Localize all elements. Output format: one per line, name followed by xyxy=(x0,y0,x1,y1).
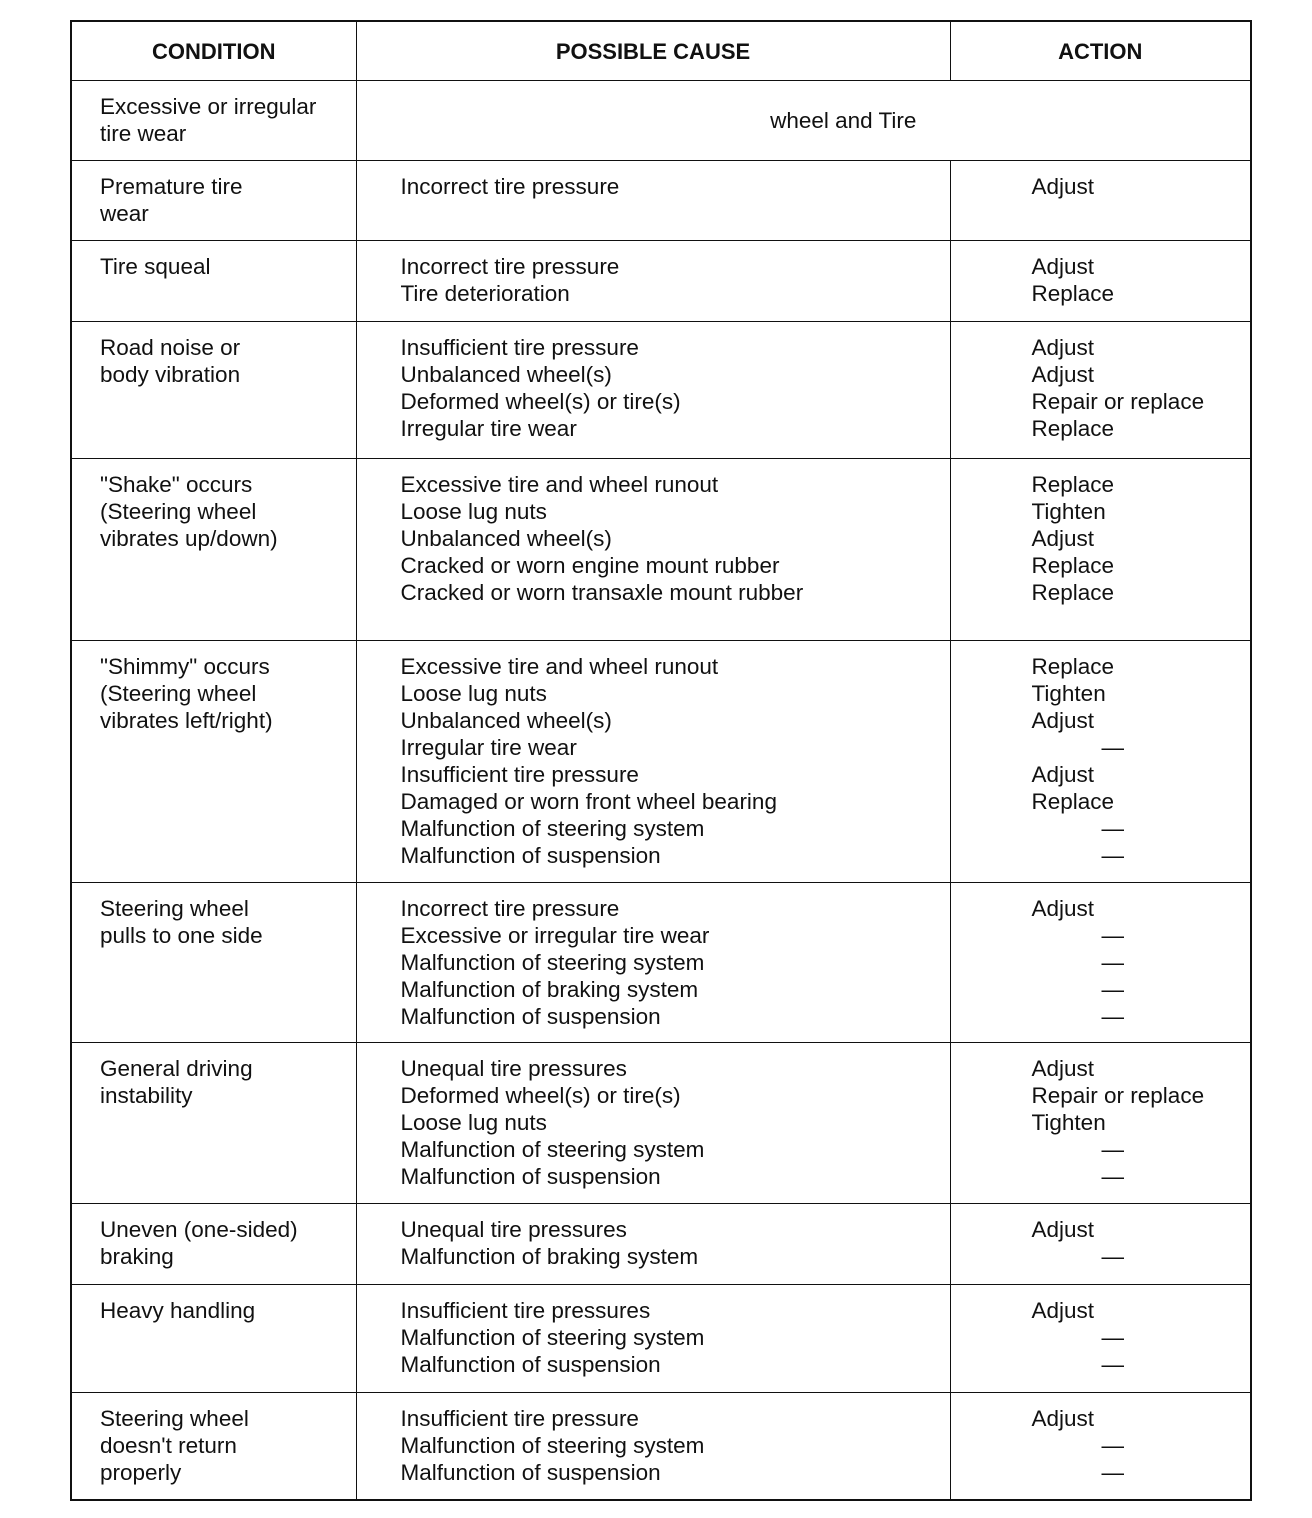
cause-line: Incorrect tire pressure xyxy=(400,896,620,921)
action-line: Replace xyxy=(1031,654,1115,679)
action-line: Adjust xyxy=(1031,1298,1095,1323)
cause-cell xyxy=(356,459,950,641)
action-line: Tighten xyxy=(1031,1110,1106,1135)
cause-cell xyxy=(356,641,950,883)
action-line: Replace xyxy=(1031,580,1115,605)
action-cell xyxy=(950,322,1251,459)
condition-line: doesn't return xyxy=(100,1433,237,1458)
action-line: Adjust xyxy=(1031,362,1095,387)
cause-line: Tire deterioration xyxy=(400,281,570,306)
condition-line: vibrates up/down) xyxy=(100,526,278,551)
action-line: — xyxy=(1101,923,1124,948)
header-row xyxy=(71,21,1251,81)
action-line: Adjust xyxy=(1031,896,1095,921)
condition-line: "Shimmy" occurs xyxy=(100,654,270,679)
cause-line: Insufficient tire pressure xyxy=(400,762,639,787)
condition-cell xyxy=(71,322,356,459)
cause-line: Deformed wheel(s) or tire(s) xyxy=(400,1083,681,1108)
action-line: — xyxy=(1101,950,1124,975)
cause-line: Loose lug nuts xyxy=(400,1110,547,1135)
cause-line: Irregular tire wear xyxy=(400,735,577,760)
cause-line: Unbalanced wheel(s) xyxy=(400,708,612,733)
action-cell xyxy=(950,1204,1251,1285)
condition-line: Tire squeal xyxy=(100,254,211,279)
action-cell xyxy=(950,1043,1251,1204)
condition-line: Steering wheel xyxy=(100,1406,249,1431)
action-line: Replace xyxy=(1031,416,1115,441)
cause-line: Cracked or worn transaxle mount rubber xyxy=(400,580,804,605)
condition-line: Heavy handling xyxy=(100,1298,256,1323)
condition-line: braking xyxy=(100,1244,174,1269)
condition-cell xyxy=(71,81,356,161)
condition-line: wear xyxy=(100,201,149,226)
cause-cell xyxy=(356,1204,950,1285)
cause-line: Unequal tire pressures xyxy=(400,1217,627,1242)
action-line: — xyxy=(1101,816,1124,841)
cause-line: Malfunction of suspension xyxy=(400,1460,661,1485)
cause-line: Insufficient tire pressures xyxy=(400,1298,651,1323)
cause-line: Incorrect tire pressure xyxy=(400,174,620,199)
action-line: — xyxy=(1101,1352,1124,1377)
cause-cell xyxy=(356,241,950,322)
table-row xyxy=(71,883,1251,1043)
table-row xyxy=(71,1393,1251,1500)
condition-cell xyxy=(71,1043,356,1204)
action-line: Tighten xyxy=(1031,681,1106,706)
table-row xyxy=(71,241,1251,322)
cause-line: Damaged or worn front wheel bearing xyxy=(400,789,777,814)
cause-line: Unbalanced wheel(s) xyxy=(400,362,612,387)
condition-line: properly xyxy=(100,1460,182,1485)
cause-cell xyxy=(356,1285,950,1393)
action-line: Adjust xyxy=(1031,1217,1095,1242)
condition-line: "Shake" occurs xyxy=(100,472,253,497)
condition-line: body vibration xyxy=(100,362,241,387)
cause-line: Insufficient tire pressure xyxy=(400,335,639,360)
table-row xyxy=(71,1285,1251,1393)
cause-line: Excessive tire and wheel runout xyxy=(400,472,719,497)
action-line: — xyxy=(1101,1325,1124,1350)
condition-cell xyxy=(71,1285,356,1393)
condition-line: tire wear xyxy=(100,121,187,146)
action-line: Adjust xyxy=(1031,254,1095,279)
table-row xyxy=(71,322,1251,459)
condition-line: Excessive or irregular xyxy=(100,94,317,119)
action-line: Adjust xyxy=(1031,174,1095,199)
condition-line: (Steering wheel xyxy=(100,681,257,706)
action-line: Repair or replace xyxy=(1031,389,1205,414)
action-cell xyxy=(950,1285,1251,1393)
cause-line: Malfunction of suspension xyxy=(400,1164,661,1189)
cause-line: Excessive tire and wheel runout xyxy=(400,654,719,679)
action-cell xyxy=(950,883,1251,1043)
cause-cell xyxy=(356,1043,950,1204)
action-cell xyxy=(950,641,1251,883)
cause-line: Malfunction of suspension xyxy=(400,1004,661,1029)
cause-line: Malfunction of braking system xyxy=(400,977,699,1002)
action-line: Replace xyxy=(1031,789,1115,814)
table-row xyxy=(71,459,1251,641)
action-line: Tighten xyxy=(1031,499,1106,524)
cause-cell xyxy=(356,1393,950,1500)
cause-line: Deformed wheel(s) or tire(s) xyxy=(400,389,681,414)
action-line: — xyxy=(1101,843,1124,868)
header-possible-cause: POSSIBLE CAUSE xyxy=(356,21,950,81)
cause-cell xyxy=(356,883,950,1043)
action-line: Adjust xyxy=(1031,762,1095,787)
troubleshooting-table xyxy=(70,20,1252,1501)
table-body xyxy=(71,81,1251,1500)
cause-line: Malfunction of steering system xyxy=(400,1137,705,1162)
cause-cell xyxy=(356,161,950,241)
table-row xyxy=(71,641,1251,883)
cause-line: Malfunction of steering system xyxy=(400,950,705,975)
action-line: — xyxy=(1101,735,1124,760)
table-header xyxy=(71,21,1251,81)
action-line: Adjust xyxy=(1031,1406,1095,1431)
action-line: Replace xyxy=(1031,553,1115,578)
cause-line: Incorrect tire pressure xyxy=(400,254,620,279)
cause-line: Irregular tire wear xyxy=(400,416,577,441)
condition-line: Steering wheel xyxy=(100,896,249,921)
action-line: — xyxy=(1101,1164,1124,1189)
table-row xyxy=(71,161,1251,241)
action-cell xyxy=(950,161,1251,241)
table-row-span xyxy=(71,81,1251,161)
cause-line: Unequal tire pressures xyxy=(400,1056,627,1081)
cause-cell xyxy=(356,322,950,459)
condition-line: pulls to one side xyxy=(100,923,263,948)
header-action: ACTION xyxy=(950,21,1251,81)
cause-line: Malfunction of steering system xyxy=(400,816,705,841)
cause-line: Malfunction of suspension xyxy=(400,843,661,868)
cause-line: Malfunction of braking system xyxy=(400,1244,699,1269)
action-line: — xyxy=(1101,1004,1124,1029)
cause-line: Excessive or irregular tire wear xyxy=(400,923,710,948)
action-line: — xyxy=(1101,1244,1124,1269)
action-line: Repair or replace xyxy=(1031,1083,1205,1108)
cause-line: Malfunction of steering system xyxy=(400,1433,705,1458)
action-line: Replace xyxy=(1031,281,1115,306)
header-condition: CONDITION xyxy=(71,21,356,81)
condition-cell xyxy=(71,1204,356,1285)
condition-cell xyxy=(71,641,356,883)
condition-cell xyxy=(71,459,356,641)
condition-line: (Steering wheel xyxy=(100,499,257,524)
condition-cell xyxy=(71,1393,356,1500)
action-line: — xyxy=(1101,1137,1124,1162)
action-line: — xyxy=(1101,1433,1124,1458)
cause-line: Malfunction of steering system xyxy=(400,1325,705,1350)
action-line: Adjust xyxy=(1031,1056,1095,1081)
condition-line: General driving xyxy=(100,1056,253,1081)
action-line: — xyxy=(1101,977,1124,1002)
cause-line: Cracked or worn engine mount rubber xyxy=(400,553,780,578)
action-line: Adjust xyxy=(1031,708,1095,733)
action-cell xyxy=(950,459,1251,641)
action-cell xyxy=(950,241,1251,322)
action-line: Adjust xyxy=(1031,335,1095,360)
action-line: — xyxy=(1101,1460,1124,1485)
condition-line: Premature tire xyxy=(100,174,243,199)
action-line: Adjust xyxy=(1031,526,1095,551)
action-line: Replace xyxy=(1031,472,1115,497)
table-row xyxy=(71,1204,1251,1285)
condition-cell xyxy=(71,883,356,1043)
cause-line: Malfunction of suspension xyxy=(400,1352,661,1377)
condition-cell xyxy=(71,161,356,241)
condition-line: vibrates left/right) xyxy=(100,708,273,733)
action-cell xyxy=(950,1393,1251,1500)
cause-line: Insufficient tire pressure xyxy=(400,1406,639,1431)
cause-line: Loose lug nuts xyxy=(400,681,547,706)
cause-line: Unbalanced wheel(s) xyxy=(400,526,612,551)
spanning-note-cell: wheel and Tire xyxy=(356,81,1251,161)
condition-line: instability xyxy=(100,1083,193,1108)
condition-line: Road noise or xyxy=(100,335,241,360)
table-row xyxy=(71,1043,1251,1204)
condition-cell xyxy=(71,241,356,322)
condition-line: Uneven (one-sided) xyxy=(100,1217,298,1242)
cause-line: Loose lug nuts xyxy=(400,499,547,524)
